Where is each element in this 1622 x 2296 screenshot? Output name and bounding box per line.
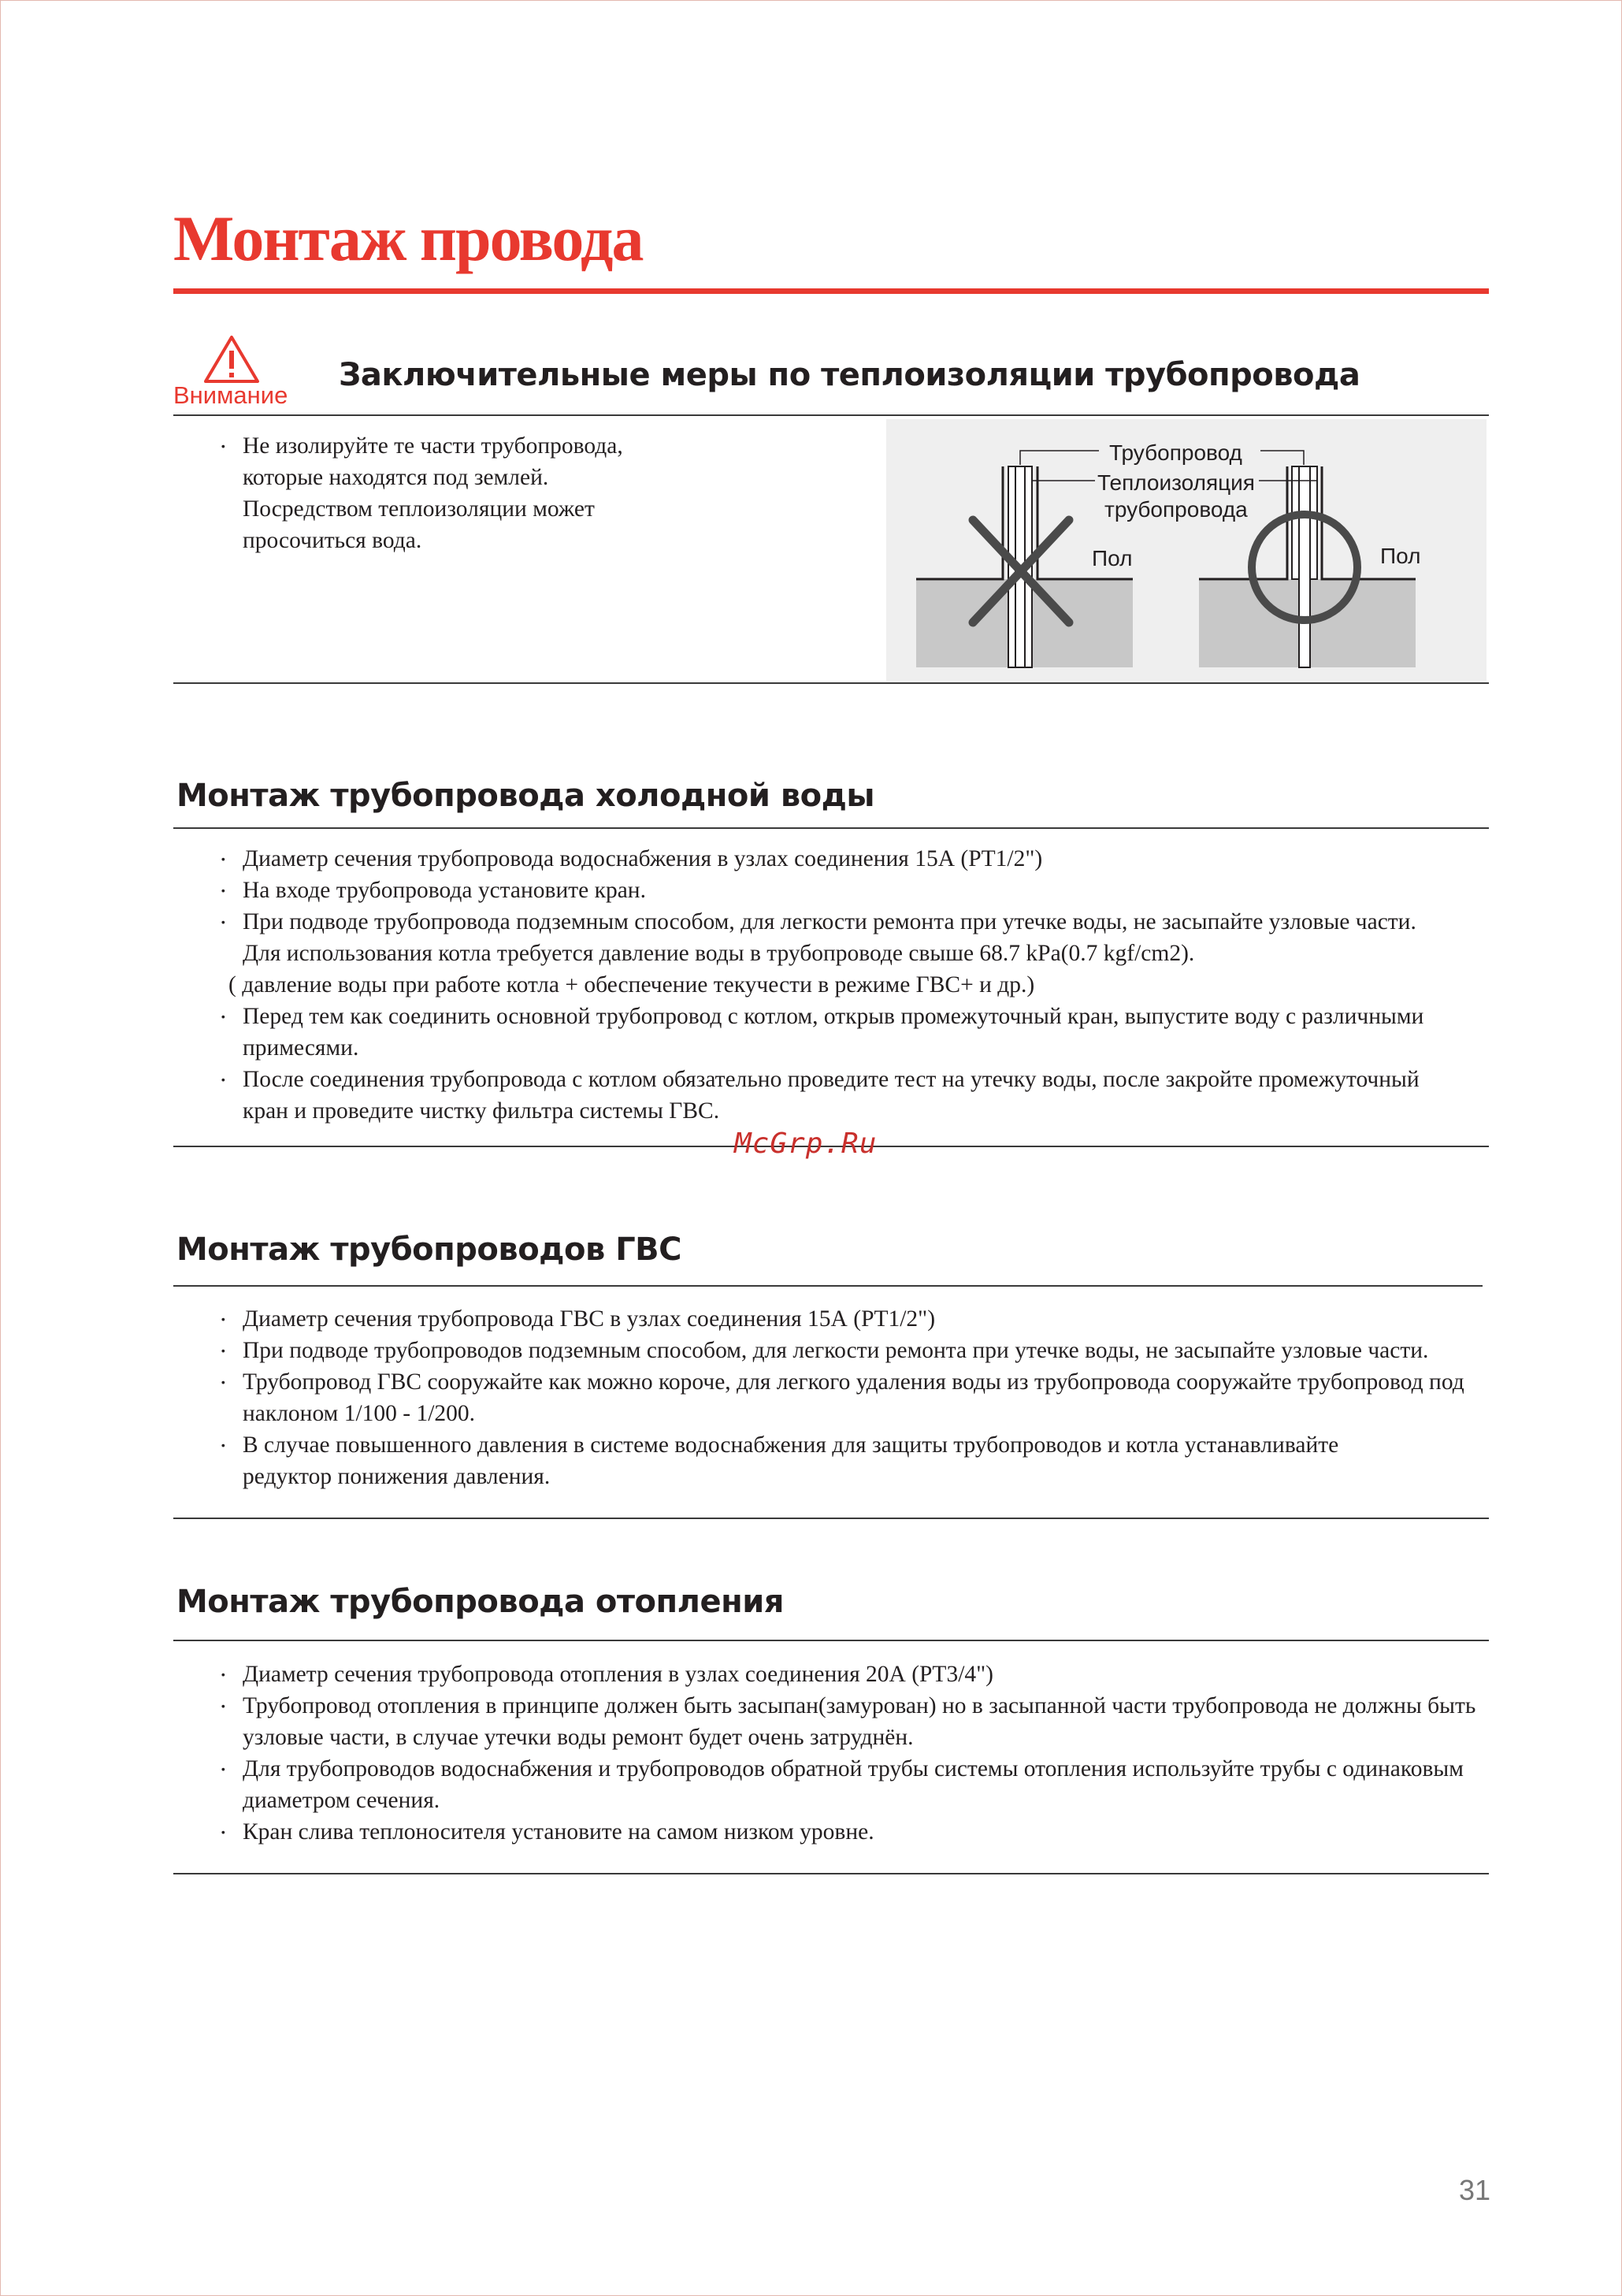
hot-water-heading: Монтаж трубопроводов ГВС (176, 1232, 682, 1268)
warning-triangle-icon (202, 334, 261, 385)
list-item: · Диаметр сечения трубопровода ГВС в узлах соединения 15А (PT1/2") (219, 1303, 1511, 1335)
list-note: ( давление воды при работе котла + обеспечение текучести в режиме ГВС+ и др.) (228, 972, 1035, 998)
section-divider (173, 1873, 1489, 1874)
label-floor-left: Пол (1092, 546, 1133, 570)
hot-water-list (219, 1303, 1511, 1492)
list-item: · Диаметр сечения трубопровода отопления в узлах соединения 20А (PT3/4") (219, 1659, 1511, 1690)
list-item: · После соединения трубопровода с котлом обязательно проведите тест на утечку воды, после закройте промежуточный кран и проведите чистку фильтра системы ГВС. (219, 1064, 1511, 1127)
list-item: · При подводе трубопроводов подземным способом, для легкости ремонта при утечке воды, не засыпайте узловые части. (219, 1335, 1511, 1366)
label-pipe: Трубопровод (1109, 440, 1242, 465)
list-item: · Перед тем как соединить основной трубопровод с котлом, открыв промежуточный кран, выпустите воду с различными примесями. (219, 1001, 1511, 1064)
warning-heading: Заключительные меры по теплоизоляции трубопровода (339, 357, 1360, 393)
list-item: · Диаметр сечения трубопровода водоснабжения в узлах соединения 15А (PT1/2") (219, 843, 1511, 875)
section-divider (173, 1640, 1489, 1641)
title-underline (173, 288, 1489, 294)
cold-water-list (219, 843, 1511, 1127)
insulation-diagram (886, 419, 1487, 681)
list-item: · При подводе трубопровода подземным способом, для легкости ремонта при утечке воды, не засыпайте узловые части. Для использования котла требуется давление воды в трубопроводе свыше 68.7 kPa(0.7 kgf/cm2). (219, 906, 1511, 969)
section-divider (173, 827, 1489, 829)
list-item: · На входе трубопровода установите кран. (219, 875, 1511, 906)
label-insulation-line1: Теплоизоляция (1097, 470, 1255, 495)
section-divider (173, 1285, 1483, 1287)
heating-list (219, 1659, 1511, 1848)
page-title: Монтаж провода (173, 202, 643, 274)
label-floor-right: Пол (1380, 544, 1421, 568)
page-number: 31 (1459, 2174, 1491, 2206)
warning-label: Внимание (173, 381, 288, 409)
watermark: McGrp.Ru (734, 1128, 878, 1160)
label-insulation-line2: трубопровода (1104, 497, 1248, 522)
list-item: · Кран слива теплоносителя установите на самом низком уровне. (219, 1816, 1511, 1848)
insulation-diagram-svg (886, 419, 1487, 681)
list-item: · Трубопровод ГВС сооружайте как можно короче, для легкого удаления воды из трубопровода сооружайте трубопровод под наклоном 1/100 - 1/200. (219, 1366, 1511, 1429)
heating-heading: Монтаж трубопровода отопления (176, 1584, 784, 1620)
section-divider (173, 1518, 1489, 1519)
list-item: · Трубопровод отопления в принципе должен быть засыпан(замурован) но в засыпанной части трубопровода не должны быть узловые части, в случае утечки воды ремонт будет очень затруднён. (219, 1690, 1511, 1753)
section-divider (173, 414, 1489, 416)
section-divider (173, 682, 1489, 684)
list-item: · Для трубопроводов водоснабжения и трубопроводов обратной трубы системы отопления используйте трубы с одинаковым диаметром сечения. (219, 1753, 1511, 1816)
warning-list (219, 430, 849, 556)
list-item: · В случае повышенного давления в системе водоснабжения для защиты трубопроводов и котла устанавливайте редуктор понижения давления. (219, 1429, 1511, 1492)
list-item: · Не изолируйте те части трубопровода, которые находятся под землей. Посредством теплоизоляции может просочиться вода. (219, 430, 849, 556)
pipe-right (1299, 466, 1310, 667)
cold-water-heading: Монтаж трубопровода холодной воды (176, 778, 875, 814)
